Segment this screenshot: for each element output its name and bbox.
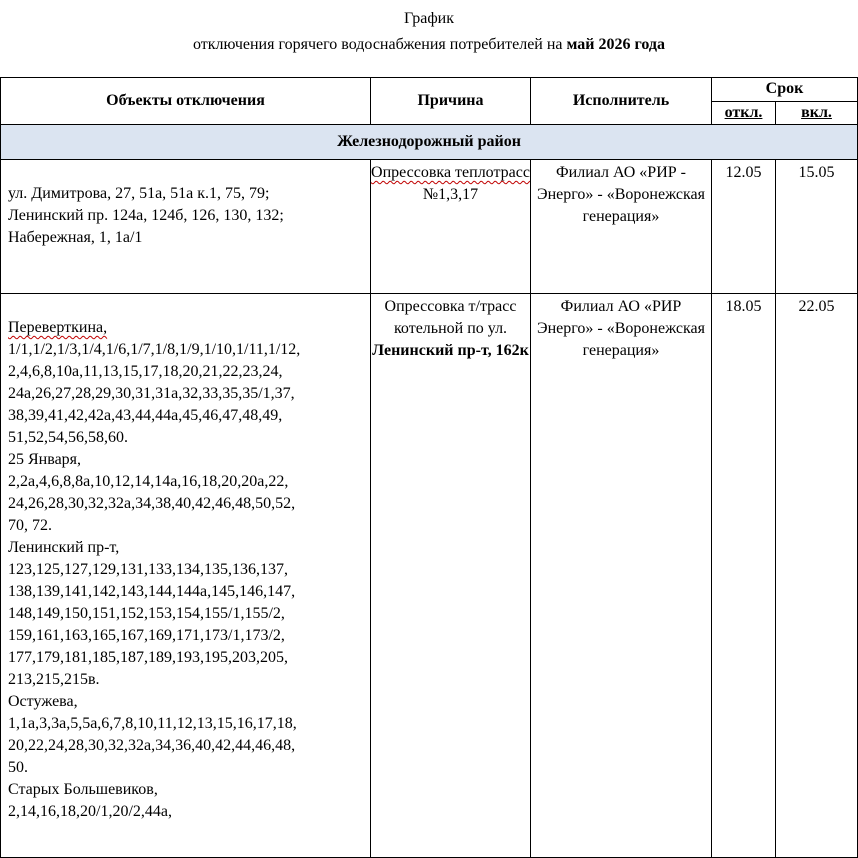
address-line: 148,149,150,151,152,153,154,155/1,155/2, <box>8 605 285 622</box>
title-line2 <box>0 32 858 58</box>
street-name: Остужева, <box>8 693 78 710</box>
header-objects: Объекты отключения <box>1 78 371 125</box>
title-month: май 2026 года <box>566 36 666 53</box>
off-date: 18.05 <box>712 294 776 858</box>
address-line: 70, 72. <box>8 517 52 534</box>
address-line: 2,2а,4,6,8,8а,10,12,14,14а,16,18,20,20а,22, <box>8 473 289 490</box>
address-line: ул. Димитрова, 27, 51а, 51а к.1, 75, 79; <box>8 185 270 202</box>
header-on-label: вкл. <box>801 103 832 121</box>
street-name: 25 Января, <box>8 451 82 468</box>
table-row <box>1 294 858 858</box>
reason-text: Опрессовка теплотрасс <box>371 164 530 181</box>
address-line: 2,4,6,8,10а,11,13,15,17,18,20,21,22,23,24, <box>8 363 283 380</box>
address-line: 24а,26,27,28,29,30,31,31а,32,33,35,35/1,37, <box>8 385 295 402</box>
header-off-label: откл. <box>724 103 763 121</box>
reason-cell <box>371 294 531 858</box>
executor-cell: Филиал АО «РИР - Энерго» - «Воронежская генерация» <box>531 160 712 294</box>
header-on <box>776 101 858 125</box>
address-line: 1/1,1/2,1/3,1/4,1/6,1/7,1/8,1/9,1/10,1/11,1/12, <box>8 341 301 358</box>
header-reason: Причина <box>371 78 531 125</box>
address-line: 177,179,181,185,187,189,193,195,203,205, <box>8 649 288 666</box>
address-line: 2,14,16,18,20/1,20/2,44а, <box>8 803 172 820</box>
district-row: Железнодорожный район <box>1 125 858 160</box>
executor-cell: Филиал АО «РИР Энерго» - «Воронежская генерация» <box>531 294 712 858</box>
on-date: 22.05 <box>776 294 858 858</box>
address-line: 38,39,41,42,42а,43,44,44а,45,46,47,48,49, <box>8 407 283 424</box>
address-line: 51,52,54,56,58,60. <box>8 429 128 446</box>
street-name: Переверткина, <box>8 319 108 336</box>
reason-cell <box>371 160 531 294</box>
title-line1: График <box>403 10 455 27</box>
header-term: Срок <box>712 78 858 102</box>
header-executor: Исполнитель <box>531 78 712 125</box>
off-date: 12.05 <box>712 160 776 294</box>
street-name: Ленинский пр-т, <box>8 539 120 556</box>
address-line: Ленинский пр. 124а, 124б, 126, 130, 132; <box>8 207 284 224</box>
street-name: Старых Большевиков, <box>8 781 158 798</box>
table-row <box>1 160 858 294</box>
address-line: 20,22,24,28,30,32,32а,34,36,40,42,44,46,48, <box>8 737 296 754</box>
objects-cell <box>1 160 371 294</box>
on-date: 15.05 <box>776 160 858 294</box>
address-line: 50. <box>8 759 28 776</box>
title-line2-prefix: отключения горячего водоснабжения потребителей на <box>192 36 567 53</box>
address-line: 213,215,215в. <box>8 671 100 688</box>
address-line: 24,26,28,30,32,32а,34,38,40,42,46,48,50,52, <box>8 495 296 512</box>
address-line: Набережная, 1, 1а/1 <box>8 229 143 246</box>
header-off <box>712 101 776 125</box>
objects-cell <box>1 294 371 858</box>
reason-text: Опрессовка т/трасс котельной по ул. <box>384 298 517 337</box>
address-line: 1,1а,3,3а,5,5а,6,7,8,10,11,12,13,15,16,17,18, <box>8 715 297 732</box>
document-title <box>0 6 858 58</box>
reason-location: Ленинский пр-т, 162к <box>372 342 529 359</box>
address-line: 138,139,141,142,143,144,144а,145,146,147, <box>8 583 296 600</box>
address-line: 159,161,163,165,167,169,171,173/1,173/2, <box>8 627 285 644</box>
reason-numbers: №1,3,17 <box>422 186 479 203</box>
address-line: 123,125,127,129,131,133,134,135,136,137, <box>8 561 288 578</box>
schedule-table <box>0 77 858 858</box>
